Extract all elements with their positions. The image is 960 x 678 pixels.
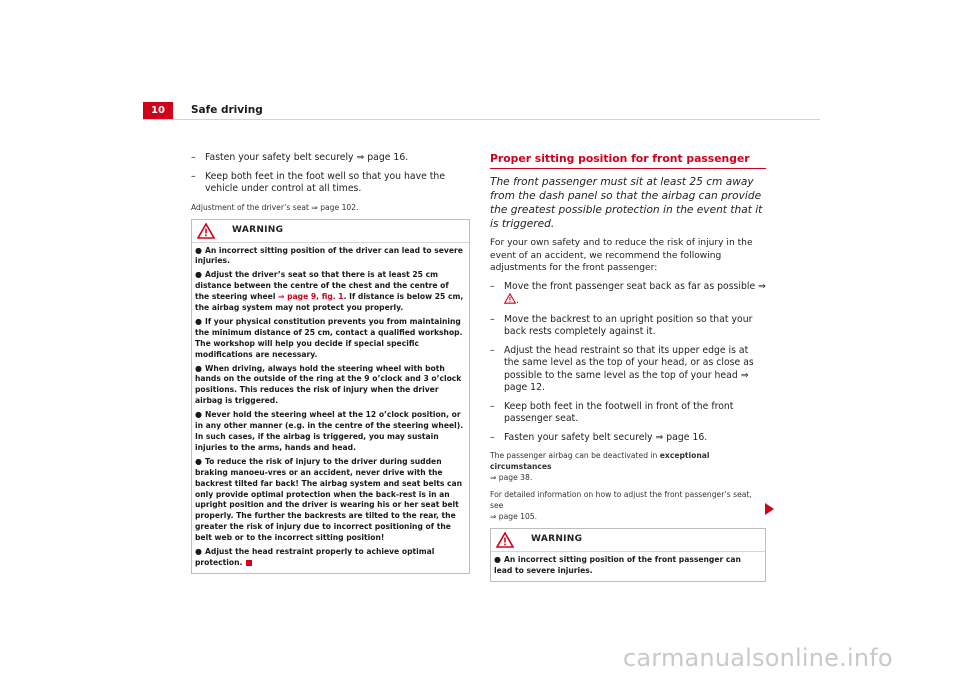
note-airbag-deactivation: The passenger airbag can be deactivated in exceptional circumstances ⇒ page 38. — [490, 451, 710, 482]
step-feet-footwell: – Keep both feet in the footwell in front of the front passenger seat. — [490, 400, 734, 424]
warning-item: ● To reduce the risk of injury to the driver during sudden braking manoeu-vres or an accident, never drive with the backrest tilted far back! The airbag system and seat belts can only provide optimal protection when the back-rest is in an upright position and the driver is wearing his or her seat belt properly. The further the backrests are tilted to the rear, the greater the risk of injury due to incorrect positioning of the belt web or to the incorrect sitting position! — [195, 456, 463, 543]
step-fasten-belt: – Fasten your safety belt securely ⇒ page 16. — [191, 152, 409, 163]
bullet-icon: ● — [195, 316, 202, 326]
bullet-icon: ● — [494, 555, 501, 564]
warning-item: ● When driving, always hold the steering wheel with both hands on the outside of the ring at the 9 o’clock and 3 o’clock positions. This reduces the risk of injury when the driver airbag is triggered. — [195, 363, 462, 406]
page-ref-link[interactable]: page 16. — [364, 152, 409, 163]
page-header — [143, 102, 820, 120]
warning-item: ● Adjust the head restraint properly to achieve optimal protection. — [195, 547, 435, 567]
watermark: carmanualsonline.info — [623, 644, 893, 672]
warning-triangle-icon — [197, 223, 215, 239]
step-feet-footwell: – Keep both feet in the foot well so that you have the vehicle under control at all times. — [191, 170, 446, 194]
warning-triangle-icon[interactable] — [504, 293, 516, 304]
page-ref-link[interactable]: page 102. — [317, 202, 359, 212]
warning-label: WARNING — [232, 224, 284, 235]
page-ref-link[interactable]: page 12. — [504, 382, 545, 393]
warning-item: ● An incorrect sitting position of the front passenger can lead to severe injuries. — [494, 555, 741, 575]
page-ref-link[interactable]: page 105. — [496, 512, 538, 521]
page-ref-link[interactable]: page 16. — [663, 431, 708, 443]
note-driver-seat: Adjustment of the driver’s seat ⇒ page 102. — [191, 202, 359, 212]
step-backrest: – Move the backrest to an upright position so that your back rests completely against it. — [490, 313, 753, 337]
warning-header — [192, 220, 469, 243]
bullet-icon: ● — [195, 456, 202, 466]
warning-box-passenger — [490, 528, 766, 582]
body-paragraph: For your own safety and to reduce the risk of injury in the event of an accident, we recommend the following adjustments for the front passenger: — [490, 238, 753, 273]
right-column — [490, 152, 766, 582]
warning-box-driver — [191, 219, 470, 574]
warning-label: WARNING — [531, 534, 583, 544]
note-passenger-seat: For detailed information on how to adjust the front passenger’s seat, see ⇒ page 105. — [490, 490, 752, 521]
warning-item: ● An incorrect sitting position of the driver can lead to severe injuries. — [195, 245, 463, 266]
warning-triangle-icon — [496, 532, 514, 548]
page-number: 10 — [143, 102, 173, 119]
warning-item: ● Adjust the driver’s seat so that there is at least 25 cm distance between the centre of the chest and the centre of the steering wheel ⇒ page 9, fig. 1. If distance is below 25 cm, the airbag system may not protect you properly. — [195, 270, 464, 313]
warning-header — [491, 529, 765, 552]
left-column — [191, 152, 470, 574]
warning-item: ● If your physical constitution prevents you from maintaining the minimum distance of 25 cm, contact a qualified workshop. The workshop will help you decide if special specific modifications are necessary. — [195, 316, 463, 359]
bullet-icon: ● — [195, 245, 202, 255]
step-fasten-belt: – Fasten your safety belt securely ⇒ page 16. — [490, 431, 708, 443]
page-ref-link[interactable]: page 38. — [496, 473, 533, 482]
section-heading: Proper sitting position for front passenger — [490, 152, 766, 169]
step-head-restraint: – Adjust the head restraint so that its upper edge is at the same level as the top of your head, or as close as possible to the same level as the top of your head ⇒ page 12. — [490, 344, 754, 393]
step-seat-back: – Move the front passenger seat back as far as possible ⇒ . — [490, 280, 766, 306]
intro-text: The front passenger must sit at least 25 cm away from the dash panel so that the airbag can provide the greatest possible protection in the event that it is triggered. — [490, 176, 763, 230]
page-ref-link[interactable]: page 9, fig. 1 — [284, 292, 344, 302]
bullet-icon: ● — [195, 270, 202, 280]
bullet-icon: ● — [195, 410, 202, 420]
warning-item: ● Never hold the steering wheel at the 12 o’clock position, or in any other manner (e.g. in the centre of the steering wheel). In such cases, if the airbag is triggered, you may sustain injuries to the arms, hands and head. — [195, 410, 464, 452]
section-title: Safe driving — [191, 104, 263, 116]
section-end-icon — [246, 560, 252, 566]
bullet-icon: ● — [195, 363, 202, 373]
continue-arrow-icon — [765, 503, 774, 515]
bullet-icon: ● — [195, 547, 202, 557]
